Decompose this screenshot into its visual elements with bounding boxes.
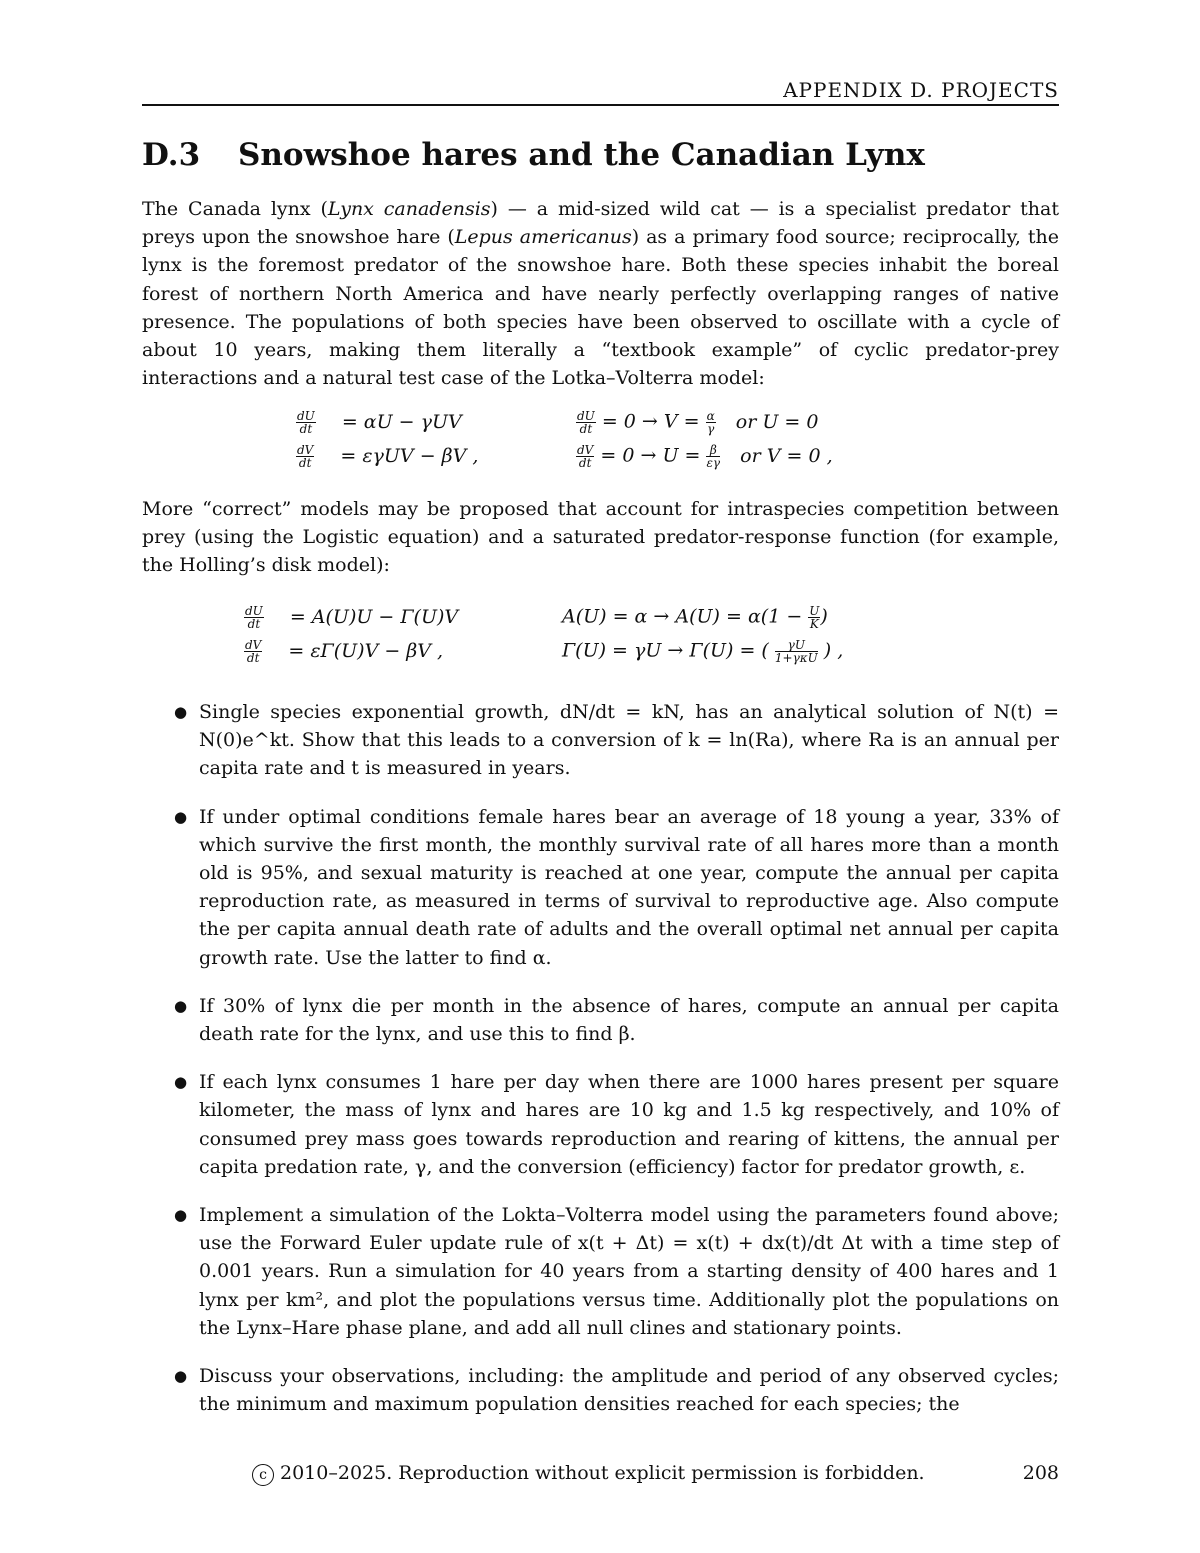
middle-paragraph: More “correct” models may be proposed that account for intraspecies competition between prey (using the Logistic equation) and a saturated predator-response function (for example, the Holling’s disk model): [142, 498, 1059, 577]
exercise-item: ● Single species exponential growth, dN/dt = kN, has an analytical solution of N(t) = N(0)e^kt. Show that this leads to a conversion of k = ln(Ra), where Ra is an annual per capita rate and t is measured in years. [142, 698, 1059, 783]
bullet-icon: ● [174, 996, 188, 1015]
exercise-item: ● Discuss your observations, including: the amplitude and period of any observed cycles; the minimum and maximum population densities reached for each species; the [142, 1362, 1059, 1418]
hare-scientific-name: Lepus americanus [454, 226, 632, 249]
extended-equation-lynx: $\frac{dV}{dt}$ = εΓ(U)V − βV , [245, 638, 444, 665]
lv-nullcline-hare: $\frac{dU}{dt}$ = 0 → V = $\frac{\alpha}{\gamma}$ or U = 0 [577, 409, 819, 436]
section-heading: Snowshoe hares and the Canadian Lynx [238, 137, 925, 173]
exercise-item: ● If 30% of lynx die per month in the absence of hares, compute an annual per capita death rate for the lynx, and use this to find β. [142, 992, 1059, 1048]
exercise-list [142, 698, 1059, 1438]
section-title [142, 137, 925, 173]
exercise-item: ● Implement a simulation of the Lokta–Volterra model using the parameters found above; use the Forward Euler update rule of x(t + Δt) = x(t) + dx(t)/dt Δt with a time step of 0.001 years. Run a simulation for 40 years from a starting density of 400 hares and 1 lynx per km², and plot the populations versus time. Additionally plot the populations on the Lynx–Hare phase plane, and add all null clines and stationary points. [142, 1201, 1059, 1342]
page-number: 208 [1022, 1462, 1059, 1484]
bullet-icon: ● [174, 1206, 188, 1225]
exercise-item: ● If under optimal conditions female hares bear an average of 18 young a year, 33% of which survive the first month, the monthly survival rate of all hares more than a month old is 95%, and sexual maturity is reached at one year, compute the annual per capita reproduction rate, as measured in terms of survival to reproductive age. Also compute the per capita annual death rate of adults and the overall optimal net annual per capita growth rate. Use the latter to find α. [142, 803, 1059, 972]
lv-equation-hare: $\frac{dU}{dt}$ = αU − γUV [297, 409, 462, 436]
copyright-icon: c [252, 1464, 274, 1486]
bullet-icon: ● [174, 703, 188, 721]
section-number: D.3 [142, 137, 201, 173]
intro-paragraph: The Canada lynx (Lynx canadensis) — a mid-sized wild cat — is a specialist predator that preys upon the snowshoe hare (Lepus americanus) as a primary food source; reciprocally, the lynx is the foremost predator of the snowshoe hare. Both these species inhabit the boreal forest of northern North America and have nearly perfectly overlapping ranges of native presence. The populations of both species have been observed to oscillate with a cycle of about 10 years, making them literally a “textbook example” of cyclic predator-prey interactions and a natural test case of the Lotka–Volterra model: [142, 198, 1060, 390]
lv-nullcline-lynx: $\frac{dV}{dt}$ = 0 → U = $\frac{\beta}{\varepsilon\gamma}$ or V = 0 , [577, 443, 833, 470]
lv-equation-lynx: $\frac{dV}{dt}$ = εγUV − βV , [297, 443, 479, 470]
bullet-icon: ● [174, 807, 188, 826]
bullet-icon: ● [174, 1367, 188, 1386]
header-rule [142, 104, 1059, 106]
lynx-scientific-name: Lynx canadensis [327, 198, 491, 220]
exercise-item: ● If each lynx consumes 1 hare per day when there are 1000 hares present per square kilometer, the mass of lynx and hares are 10 kg and 1.5 kg respectively, and 10% of consumed prey mass goes towards reproduction and rearing of kittens, the annual per capita predation rate, γ, and the conversion (efficiency) factor for predator growth, ε. [142, 1068, 1059, 1181]
extended-equation-hare: $\frac{dU}{dt}$ = A(U)U − Γ(U)V [245, 604, 459, 631]
running-header: APPENDIX D. PROJECTS [783, 78, 1059, 102]
copyright-notice: c 2010–2025. Reproduction without explicit permission is forbidden. [252, 1462, 925, 1486]
bullet-icon: ● [174, 1073, 188, 1092]
logistic-growth-definition: A(U) = α → A(U) = α(1 − $\frac{U}{K}$ ) [562, 604, 828, 631]
holling-response-definition: Γ(U) = γU → Γ(U) = ( $\frac{\gamma U}{\text{1+γκU}}$ ) , [562, 638, 844, 665]
